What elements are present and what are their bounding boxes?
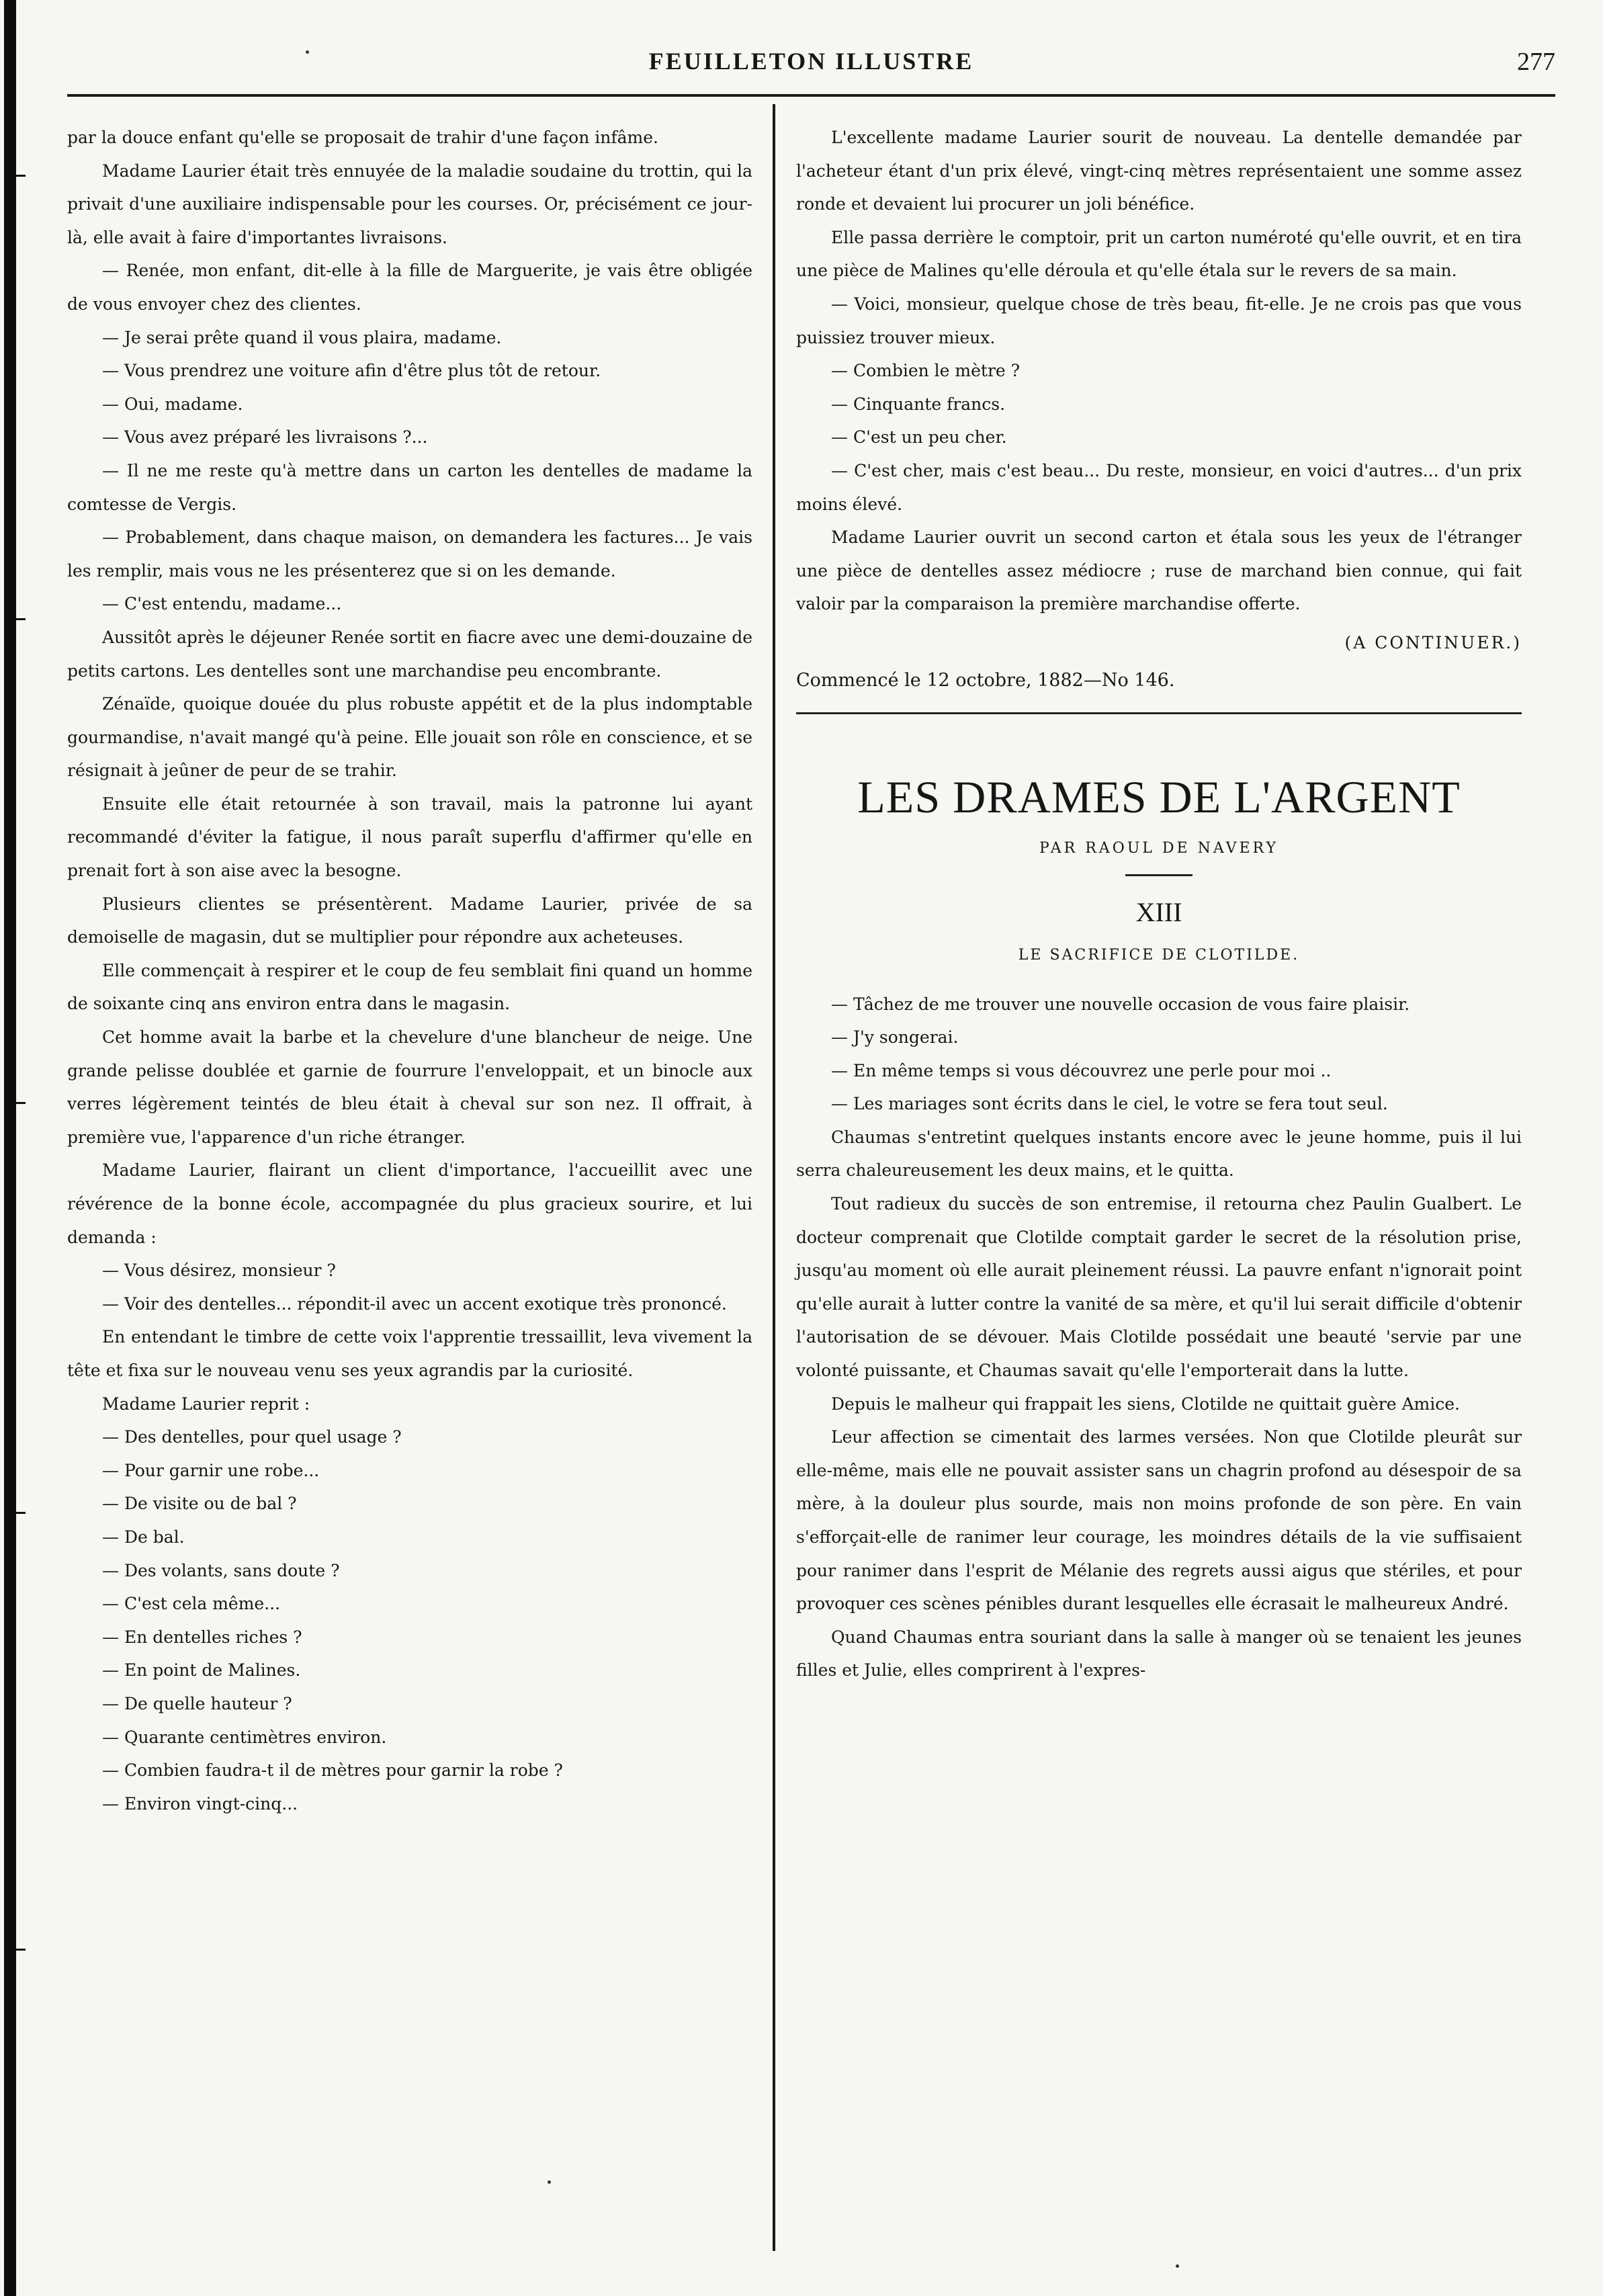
paragraph: — Je serai prête quand il vous plaira, madame. (102, 327, 502, 347)
story-headline: LES DRAMES DE L'ARGENT (857, 771, 1461, 822)
paragraph: Madame Laurier ouvrit un second carton et étala sous les yeux de l'étranger une pièce de dentelles assez médiocre ; ruse de marchand bien connue, qui fait valoir par la comparaison la première marchandise offerte. (796, 527, 1522, 614)
paragraph: Tout radieux du succès de son entremise, il retourna chez Paulin Gualbert. Le docteur comprenait que Clotilde comptait garder le secret de la résolution prise, jusqu'au moment où elle aurait pleinement réussi. La pauvre enfant n'ignorait point qu'elle aurait à lutter contre la vanité de sa mère, et qu'il lui serait difficile d'obtenir l'autorisation de se dévouer. Mais Clotilde possédait une beauté 'servie par une volonté puissante, et Chaumas savait qu'elle l'emporterait dans la lutte. (796, 1194, 1522, 1381)
paragraph: — Combien le mètre ? (831, 361, 1021, 381)
title-rule (1125, 874, 1193, 876)
paragraph: Zénaïde, quoique douée du plus robuste appétit et de la plus indomptable gourmandise, n'avait mangé qu'à peine. Elle jouait son rôle en conscience, et se résignait à jeûner de peur de se trahir. (67, 694, 752, 781)
paragraph: — De visite ou de bal ? (102, 1494, 297, 1514)
binding-dark-strip (4, 0, 16, 2296)
paragraph: — Des volants, sans doute ? (102, 1560, 340, 1580)
paragraph: — De quelle hauteur ? (102, 1693, 292, 1713)
paragraph: — Vous prendrez une voiture afin d'être plus tôt de retour. (102, 361, 601, 381)
binding-mark (16, 175, 26, 177)
binding-mark (16, 1102, 26, 1104)
column-divider (773, 104, 775, 2251)
chapter-title: LE SACRIFICE DE CLOTILDE. (1018, 946, 1300, 964)
paragraph: Cet homme avait la barbe et la chevelure d'une blancheur de neige. Une grande pelisse doublée et garnie de fourrure l'enveloppait, et un binocle aux verres légèrement teintés de bleu était à cheval sur son nez. Il offrait, à première vue, l'apparence d'un riche étranger. (67, 1027, 752, 1147)
paragraph: — C'est cher, mais c'est beau... Du reste, monsieur, en voici d'autres... d'un prix moins élevé. (796, 460, 1522, 514)
paragraph: — Environ vingt-cinq... (102, 1793, 298, 1814)
paragraph: — Voici, monsieur, quelque chose de très beau, fit-elle. Je ne crois pas que vous puissiez trouver mieux. (796, 294, 1522, 347)
paragraph: Plusieurs clientes se présentèrent. Madame Laurier, privée de sa demoiselle de magasin, dut se multiplier pour répondre aux acheteuses. (67, 894, 752, 947)
paragraph: — Les mariages sont écrits dans le ciel, le votre se fera tout seul. (831, 1094, 1388, 1114)
binding-mark (16, 1949, 26, 1951)
paragraph: — Vous avez préparé les livraisons ?... (102, 427, 428, 448)
scan-speck (1176, 2264, 1179, 2268)
paragraph: Madame Laurier reprit : (102, 1394, 310, 1414)
serial-start-date: Commencé le 12 octobre, 1882—No 146. (796, 669, 1175, 691)
paragraph: — Tâchez de me trouver une nouvelle occasion de vous faire plaisir. (831, 994, 1410, 1014)
paragraph: — En point de Malines. (102, 1660, 301, 1681)
paragraph: — En même temps si vous découvrez une perle pour moi .. (831, 1060, 1332, 1080)
paragraph: — Vous désirez, monsieur ? (102, 1261, 336, 1281)
paragraph: — C'est cela même... (102, 1594, 281, 1614)
paragraph: Ensuite elle était retournée à son travail, mais la patronne lui ayant recommandé d'éviter la fatigue, il nous paraît superflu d'affirmer qu'elle en prenait fort à son aise avec la besogne. (67, 794, 752, 881)
paragraph: Madame Laurier, flairant un client d'importance, l'accueillit avec une révérence de la bonne école, accompagnée du plus gracieux sourire, et lui demanda : (67, 1160, 752, 1247)
left-column (67, 121, 752, 1820)
paragraph: — Probablement, dans chaque maison, on demandera les factures... Je vais les remplir, mais vous ne les présenterez que si on les demande. (67, 527, 752, 581)
header-rule (67, 94, 1555, 97)
chapter-number: XIII (1135, 896, 1182, 927)
section-rule (796, 712, 1522, 714)
continued-story-text (796, 121, 1522, 621)
paragraph: Chaumas s'entretint quelques instants encore avec le jeune homme, puis il lui serra chaleureusement les deux mains, et le quitta. (796, 1127, 1522, 1181)
paragraph: Leur affection se cimentait des larmes versées. Non que Clotilde pleurât sur elle-même, mais elle ne pouvait assister sans un chagrin profond au désespoir de sa mère, à la douleur plus sourde, mais non moins profonde de son père. En vain s'efforçait-elle de ranimer leur courage, les moindres détails de la vie suffisaient pour ranimer dans l'esprit de Mélanie des regrets aussi aigus que stériles, et pour provoquer ces scènes pénibles durant lesquelles elle écrasait le malheureux André. (796, 1427, 1522, 1614)
paragraph: L'excellente madame Laurier sourit de nouveau. La dentelle demandée par l'acheteur étant d'un prix élevé, vingt-cinq mètres représentaient une somme assez ronde et devaient lui procurer un joli bénéfice. (796, 128, 1522, 214)
paragraph: — Oui, madame. (102, 394, 243, 414)
scan-speck (548, 2180, 551, 2184)
scan-speck (306, 50, 309, 54)
story-byline: PAR RAOUL DE NAVERY (1039, 839, 1279, 857)
paragraph: — Il ne me reste qu'à mettre dans un carton les dentelles de madame la comtesse de Vergis. (67, 460, 752, 514)
paragraph: — Voir des dentelles... répondit-il avec un accent exotique très prononcé. (102, 1293, 727, 1314)
binding-mark (16, 1512, 26, 1514)
paragraph: Madame Laurier était très ennuyée de la maladie soudaine du trottin, qui la privait d'une auxiliaire indispensable pour les courses. Or, précisément ce jour-là, elle avait à faire d'importantes livraisons. (67, 161, 752, 247)
paragraph: — J'y songerai. (831, 1027, 959, 1048)
paragraph: Elle passa derrière le comptoir, prit un carton numéroté qu'elle ouvrit, et en tira une pièce de Malines qu'elle déroula et qu'elle étala sur le revers de sa main. (796, 227, 1522, 281)
paragraph: — Combien faudra-t il de mètres pour garnir la robe ? (102, 1760, 563, 1781)
page-number: 277 (1517, 48, 1555, 76)
paragraph: — Renée, mon enfant, dit-elle à la fille de Marguerite, je vais être obligée de vous envoyer chez des clientes. (67, 261, 752, 314)
paragraph: — Quarante centimètres environ. (102, 1727, 387, 1747)
paragraph: Depuis le malheur qui frappait les siens, Clotilde ne quittait guère Amice. (831, 1394, 1460, 1414)
running-title: FEUILLETON ILLUSTRE (648, 48, 974, 75)
paragraph: — C'est un peu cher. (831, 427, 1007, 448)
new-story-text (796, 988, 1522, 1687)
paragraph: — De bal. (102, 1527, 185, 1547)
paragraph: Quand Chaumas entra souriant dans la salle à manger où se tenaient les jeunes filles et Julie, elles comprirent à l'expres- (796, 1627, 1522, 1681)
scan-edge-binding (0, 0, 20, 2296)
paragraph: — En dentelles riches ? (102, 1627, 302, 1647)
paragraph: par la douce enfant qu'elle se proposait de trahir d'une façon infâme. (67, 128, 658, 147)
paragraph: — C'est entendu, madame... (102, 594, 342, 614)
paragraph: Elle commençait à respirer et le coup de feu semblait fini quand un homme de soixante cinq ans environ entra dans le magasin. (67, 960, 752, 1014)
right-column-top (796, 121, 1522, 1687)
to-be-continued: (A CONTINUER.) (1344, 632, 1522, 652)
paragraph: En entendant le timbre de cette voix l'apprentie tressaillit, leva vivement la tête et fixa sur le nouveau venu ses yeux agrandis par la curiosité. (67, 1327, 752, 1380)
page-header (67, 47, 1555, 87)
paragraph: — Des dentelles, pour quel usage ? (102, 1427, 402, 1447)
paragraph: — Pour garnir une robe... (102, 1460, 320, 1480)
binding-mark (16, 618, 26, 620)
paragraph: — Cinquante francs. (831, 394, 1006, 414)
paragraph: Aussitôt après le déjeuner Renée sortit en fiacre avec une demi-douzaine de petits cartons. Les dentelles sont une marchandise peu encombrante. (67, 627, 752, 681)
